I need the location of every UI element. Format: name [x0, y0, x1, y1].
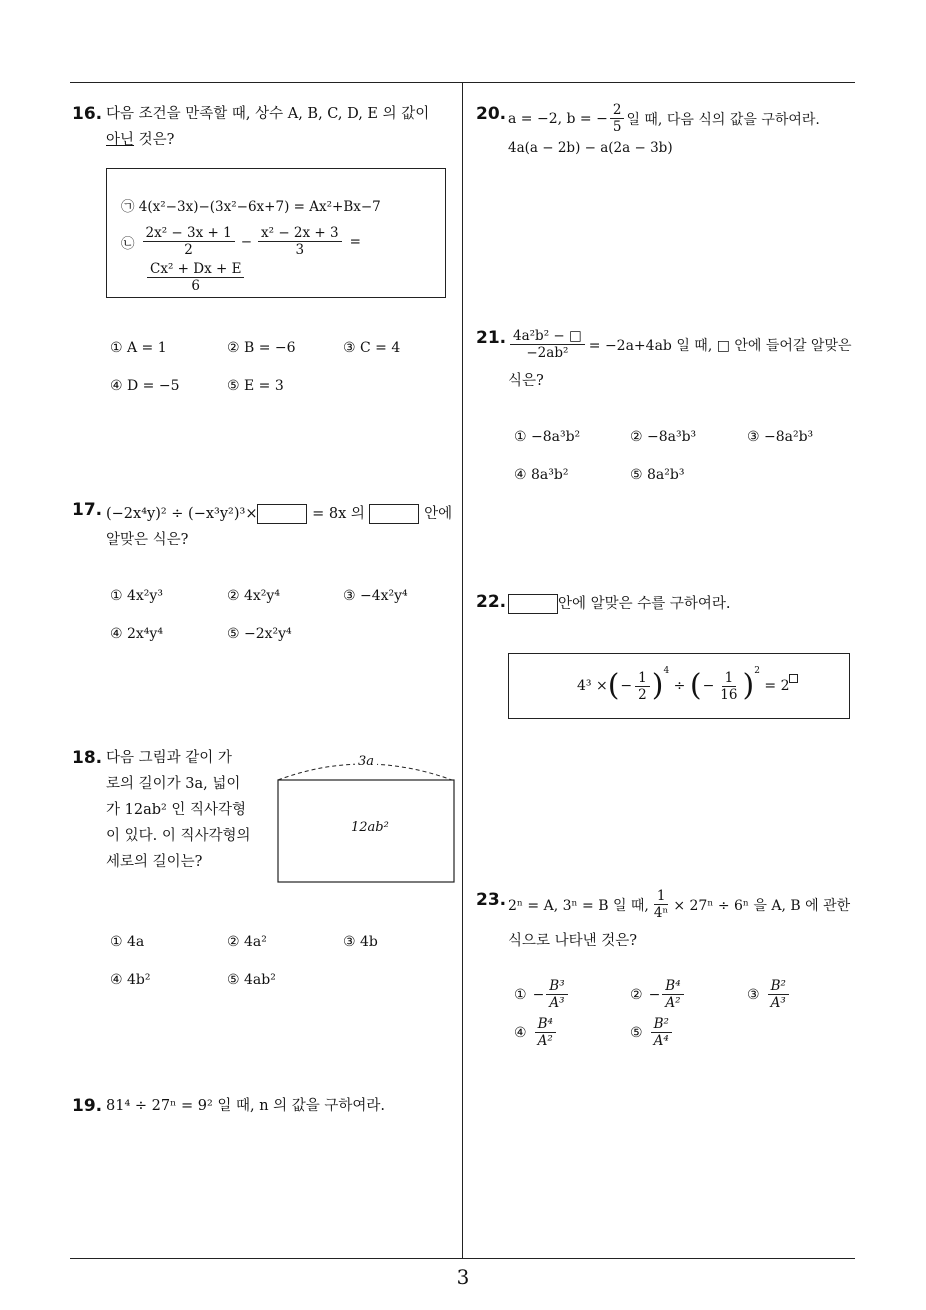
q16-cond1: [121, 195, 381, 215]
q21-frac: [510, 328, 585, 361]
q23-option-4-num: B⁴: [535, 1016, 556, 1033]
q23-option-2-mark: ②: [630, 986, 643, 1003]
q16-stem-line2: [106, 127, 456, 153]
q23-option-1-den: A³: [549, 995, 565, 1011]
q22-expression-box: [508, 653, 850, 719]
q21-frac-den: −2ab²: [526, 345, 569, 361]
q20-stem-line1: [508, 102, 820, 135]
q16-cond2-cont: [145, 261, 246, 294]
q22-paren-open-2: (: [689, 668, 702, 703]
q22-neg-1: −: [620, 678, 633, 694]
q16-frac2-num: x² − 2x + 3: [258, 225, 342, 242]
q18-line-3: 가 12ab² 인 직사각형: [106, 802, 247, 818]
q20-expression: 4a(a − 2b) − a(2a − 3b): [508, 140, 673, 156]
q16-minus: −: [240, 233, 253, 250]
q20-frac: [610, 102, 625, 135]
q23-option-4-den: A²: [537, 1033, 553, 1049]
q16-cond1-expr: 4(x²−3x)−(3x²−6x+7) = Ax²+Bx−7: [138, 199, 381, 215]
q22-exp2: 2: [754, 666, 760, 676]
q17-stem-line1: [106, 501, 452, 527]
q23-option-3-den: A³: [770, 995, 786, 1011]
q18-option-3[interactable]: ③ 4b: [343, 934, 378, 950]
q16-frac1-num: 2x² − 3x + 1: [143, 225, 235, 242]
q23-option-1-frac: [546, 978, 567, 1011]
q19-number: 19.: [72, 1096, 103, 1116]
q23-stem-line1: [508, 888, 850, 921]
q16-frac2: [258, 225, 342, 258]
q18-line-2: 로의 길이가 3a, 넓이: [106, 776, 241, 792]
q21-number: 21.: [476, 328, 507, 348]
q23-text-pre: 2ⁿ = A, 3ⁿ = B 일 때,: [508, 897, 649, 914]
q22-stem: [508, 591, 731, 617]
q22-frac2-den: 16: [720, 686, 738, 703]
page-number: 3: [456, 1265, 470, 1289]
q23-option-2-den: A²: [665, 995, 681, 1011]
q23-option-4[interactable]: [514, 1016, 558, 1049]
q23-option-4-frac: [535, 1016, 556, 1049]
q22-stem-text: 안에 알맞은 수를 구하여라.: [558, 596, 731, 612]
q16-frac3: [147, 261, 244, 294]
q23-option-5-den: A⁴: [653, 1033, 669, 1049]
q18-line-4: 이 있다. 이 직사각형의: [106, 828, 251, 844]
q22-div: ÷: [669, 678, 690, 694]
q21-frac-num: 4a²b² − □: [510, 328, 585, 345]
q16-cond1-mark: ㉠: [121, 199, 135, 215]
q23-text-post: × 27ⁿ ÷ 6ⁿ 을 A, B 에 관한: [673, 897, 851, 914]
q18-rectangle-figure: [272, 752, 460, 886]
q22-frac1-num: 1: [635, 670, 650, 687]
q23-option-2-sign: −: [648, 986, 661, 1003]
q22-paren-close-2: ): [742, 668, 755, 703]
q23-frac-den: 4ⁿ: [653, 905, 669, 921]
q23-frac-num: 1: [654, 888, 669, 905]
q22-expr-right: = 2: [759, 678, 790, 694]
column-divider: [462, 82, 463, 1258]
q17-expr-mid: = 8x 의: [312, 506, 365, 522]
q22-expr-left: 4³ ×: [577, 678, 608, 694]
q18-option-1[interactable]: ① 4a: [110, 934, 145, 950]
q17-stem-line2: 알맞은 식은?: [106, 532, 189, 548]
q23-number: 23.: [476, 890, 507, 910]
q16-frac1-den: 2: [184, 242, 193, 258]
q20-cond-rest: 일 때, 다음 식의 값을 구하여라.: [626, 111, 820, 128]
q16-condition-box: [106, 168, 446, 298]
q19-stem: 81⁴ ÷ 27ⁿ = 9² 일 때, n 의 값을 구하여라.: [106, 1098, 386, 1114]
q16-underlined-word: 아닌: [106, 132, 135, 148]
q18-line-1: 다음 그림과 같이 가: [106, 750, 232, 766]
q23-stem-line2: 식으로 나타낸 것은?: [508, 933, 638, 949]
q23-frac: [651, 888, 671, 921]
q16-option-2[interactable]: ② B = −6: [227, 340, 296, 356]
q16-cond2: [121, 225, 361, 258]
q17-expr-left: (−2x⁴y)² ÷ (−x³y²)³×: [106, 506, 258, 522]
q17-option-2[interactable]: ② 4x²y⁴: [227, 588, 280, 604]
q18-width-label: 3a: [355, 754, 377, 769]
q22-paren-open-1: (: [607, 668, 620, 703]
q18-area-label: 12ab²: [351, 820, 389, 835]
q22-frac1: [635, 670, 650, 703]
q16-stem-line1: 다음 조건을 만족할 때, 상수 A, B, C, D, E 의 값이: [106, 106, 430, 122]
q23-option-5-num: B²: [651, 1016, 672, 1033]
q22-exponent-blank: [789, 674, 798, 683]
q16-eq: =: [349, 233, 361, 250]
q23-option-3-mark: ③: [747, 986, 760, 1003]
q21-stem-line1: [508, 328, 852, 361]
q21-option-1[interactable]: ① −8a³b²: [514, 429, 581, 445]
q21-option-2[interactable]: ② −8a³b³: [630, 429, 697, 445]
q23-option-3-num: B²: [768, 978, 789, 995]
q18-option-5[interactable]: ⑤ 4ab²: [227, 972, 276, 988]
q17-number: 17.: [72, 500, 103, 520]
q23-option-1[interactable]: [514, 978, 570, 1011]
q16-frac3-num: Cx² + Dx + E: [147, 261, 244, 278]
q16-option-3[interactable]: ③ C = 4: [343, 340, 401, 356]
bottom-rule: [70, 1258, 855, 1259]
q16-frac3-den: 6: [191, 278, 201, 294]
q23-option-5[interactable]: [630, 1016, 674, 1049]
q21-text-after: = −2a+4ab 일 때, □ 안에 들어갈 알맞은: [588, 337, 852, 354]
q22-frac2-num: 1: [722, 670, 737, 687]
q18-number: 18.: [72, 748, 103, 768]
q22-exp1: 4: [663, 666, 670, 676]
q22-expression: [577, 662, 798, 710]
q23-option-1-mark: ①: [514, 986, 527, 1003]
q23-option-5-frac: [651, 1016, 672, 1049]
q23-option-4-mark: ④: [514, 1024, 527, 1041]
q16-option-4[interactable]: ④ D = −5: [110, 378, 180, 394]
q23-option-2[interactable]: [630, 978, 686, 1011]
q16-number: 16.: [72, 104, 103, 124]
q18-stem: [106, 745, 251, 875]
q22-blank-box: [508, 594, 558, 614]
q16-option-1[interactable]: ① A = 1: [110, 340, 167, 356]
q21-stem-line2: 식은?: [508, 373, 544, 389]
q17-option-4[interactable]: ④ 2x⁴y⁴: [110, 626, 163, 642]
q16-frac2-den: 3: [295, 242, 305, 258]
q20-frac-den: 5: [612, 119, 622, 135]
q23-option-1-num: B³: [546, 978, 567, 995]
q22-number: 22.: [476, 592, 507, 612]
q23-option-5-mark: ⑤: [630, 1024, 643, 1041]
q21-option-5[interactable]: ⑤ 8a²b³: [630, 467, 685, 483]
q23-option-2-num: B⁴: [662, 978, 683, 995]
q16-stem-rest: 것은?: [134, 132, 175, 148]
q17-option-1[interactable]: ① 4x²y³: [110, 588, 163, 604]
q22-neg-2: −: [702, 678, 715, 694]
q18-line-5: 세로의 길이는?: [106, 854, 203, 870]
q23-option-1-sign: −: [532, 986, 545, 1003]
q23-option-3[interactable]: [747, 978, 791, 1011]
q22-paren-close-1: ): [651, 668, 664, 703]
q22-frac2: [717, 670, 740, 703]
q17-option-3[interactable]: ③ −4x²y⁴: [343, 588, 408, 604]
q18-option-4[interactable]: ④ 4b²: [110, 972, 151, 988]
q18-option-2[interactable]: ② 4a²: [227, 934, 267, 950]
q17-option-5[interactable]: ⑤ −2x²y⁴: [227, 626, 292, 642]
q20-number: 20.: [476, 104, 507, 124]
q16-frac1: [143, 225, 235, 258]
q17-blank-box-1: [257, 504, 307, 524]
q16-cond2-mark: ㉡: [121, 235, 135, 252]
q20-frac-num: 2: [610, 102, 625, 119]
q16-stem: [106, 101, 456, 153]
q23-option-2-frac: [662, 978, 683, 1011]
q23-option-3-frac: [768, 978, 789, 1011]
q17-expr-right: 안에: [424, 506, 453, 522]
q21-option-3[interactable]: ③ −8a²b³: [747, 429, 814, 445]
q22-frac1-den: 2: [638, 686, 647, 703]
q16-option-5[interactable]: ⑤ E = 3: [227, 378, 284, 394]
q20-cond: a = −2, b = −: [508, 110, 608, 127]
q17-blank-box-2: [369, 504, 419, 524]
q21-option-4[interactable]: ④ 8a³b²: [514, 467, 569, 483]
